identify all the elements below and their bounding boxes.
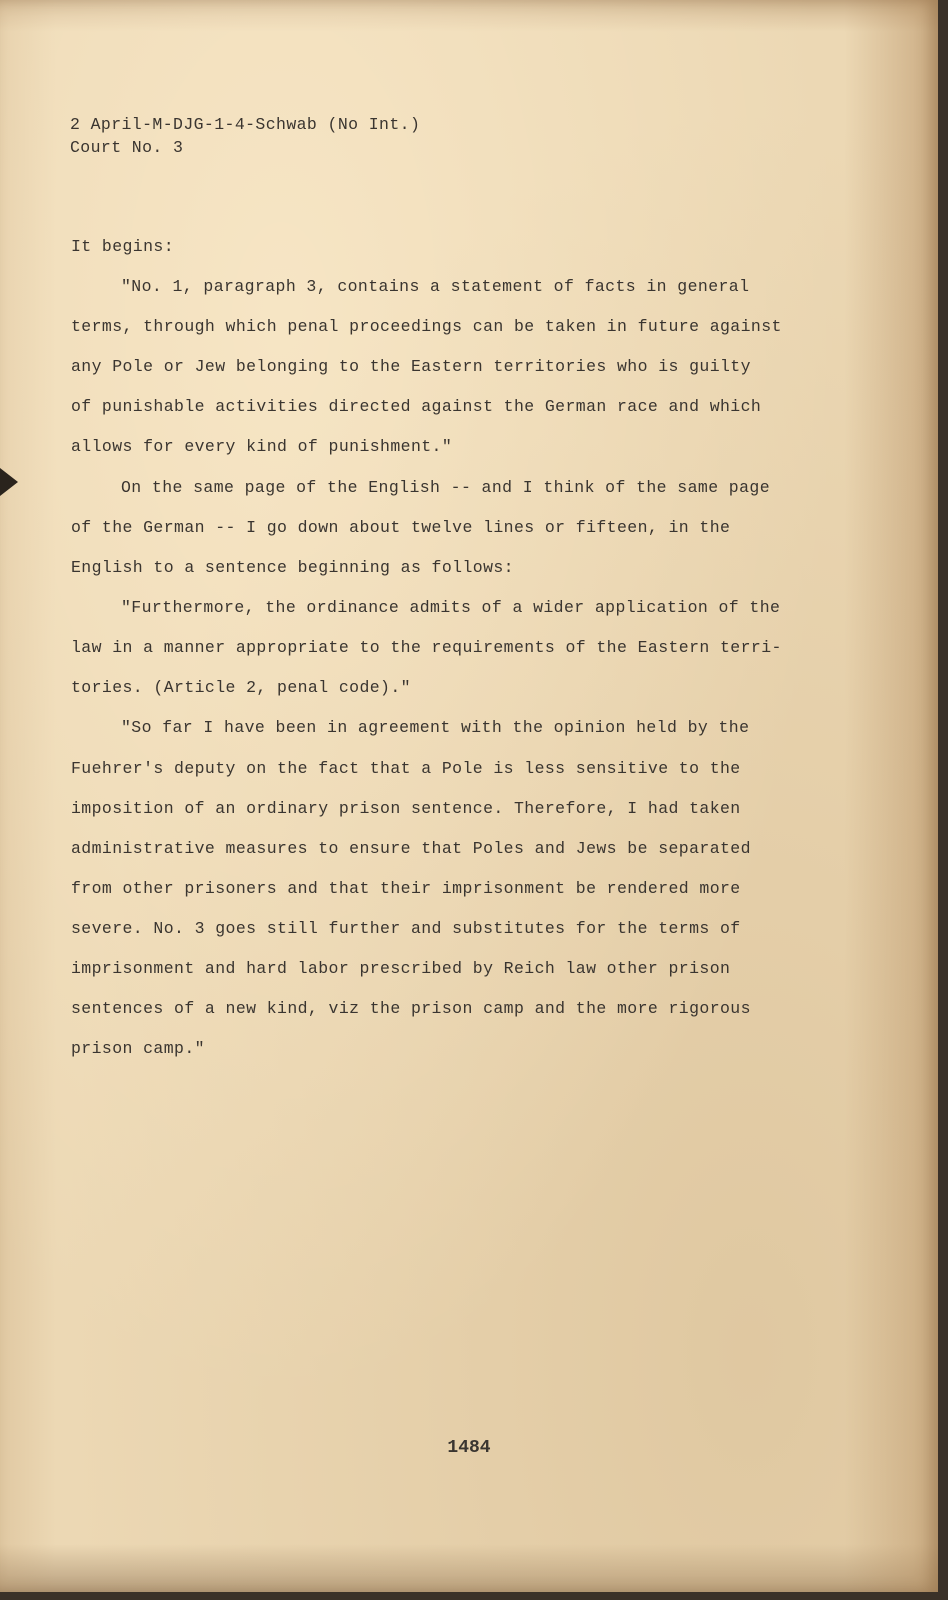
text-line: terms, through which penal proceedings can be taken in future against [71,317,782,336]
text-line: severe. No. 3 goes still further and substitutes for the terms of [71,919,741,938]
text-line: tories. (Article 2, penal code)." [71,678,411,697]
text-line: imposition of an ordinary prison sentence. Therefore, I had taken [71,799,741,818]
page-edge-tab [0,468,18,496]
text-line: Fuehrer's deputy on the fact that a Pole is less sensitive to the [71,759,741,778]
page-number: 1484 [447,1438,491,1458]
text-line: "Furthermore, the ordinance admits of a wider application of the [121,598,781,617]
text-line: from other prisoners and that their imprisonment be rendered more [71,879,741,898]
text-line: any Pole or Jew belonging to the Eastern territories who is guilty [71,357,751,376]
text-line: "So far I have been in agreement with the opinion held by the [121,718,750,737]
text-line: administrative measures to ensure that Poles and Jews be separated [71,839,751,858]
text-line: prison camp." [71,1039,205,1058]
text-line: On the same page of the English -- and I think of the same page [121,478,771,497]
text-line: English to a sentence beginning as follows: [71,558,514,577]
document-reference: 2 April-M-DJG-1-4-Schwab (No Int.) [70,115,421,134]
court-number: Court No. 3 [70,138,184,157]
text-line: "No. 1, paragraph 3, contains a statement of facts in general [121,277,750,296]
text-line: sentences of a new kind, viz the prison camp and the more rigorous [71,999,751,1018]
text-line: law in a manner appropriate to the requirements of the Eastern terri- [71,638,782,657]
text-line: allows for every kind of punishment." [71,437,453,456]
text-line: imprisonment and hard labor prescribed by Reich law other prison [71,959,731,978]
text-line: of punishable activities directed against the German race and which [71,397,762,416]
text-line: of the German -- I go down about twelve lines or fifteen, in the [71,518,731,537]
text-line: It begins: [71,237,175,256]
